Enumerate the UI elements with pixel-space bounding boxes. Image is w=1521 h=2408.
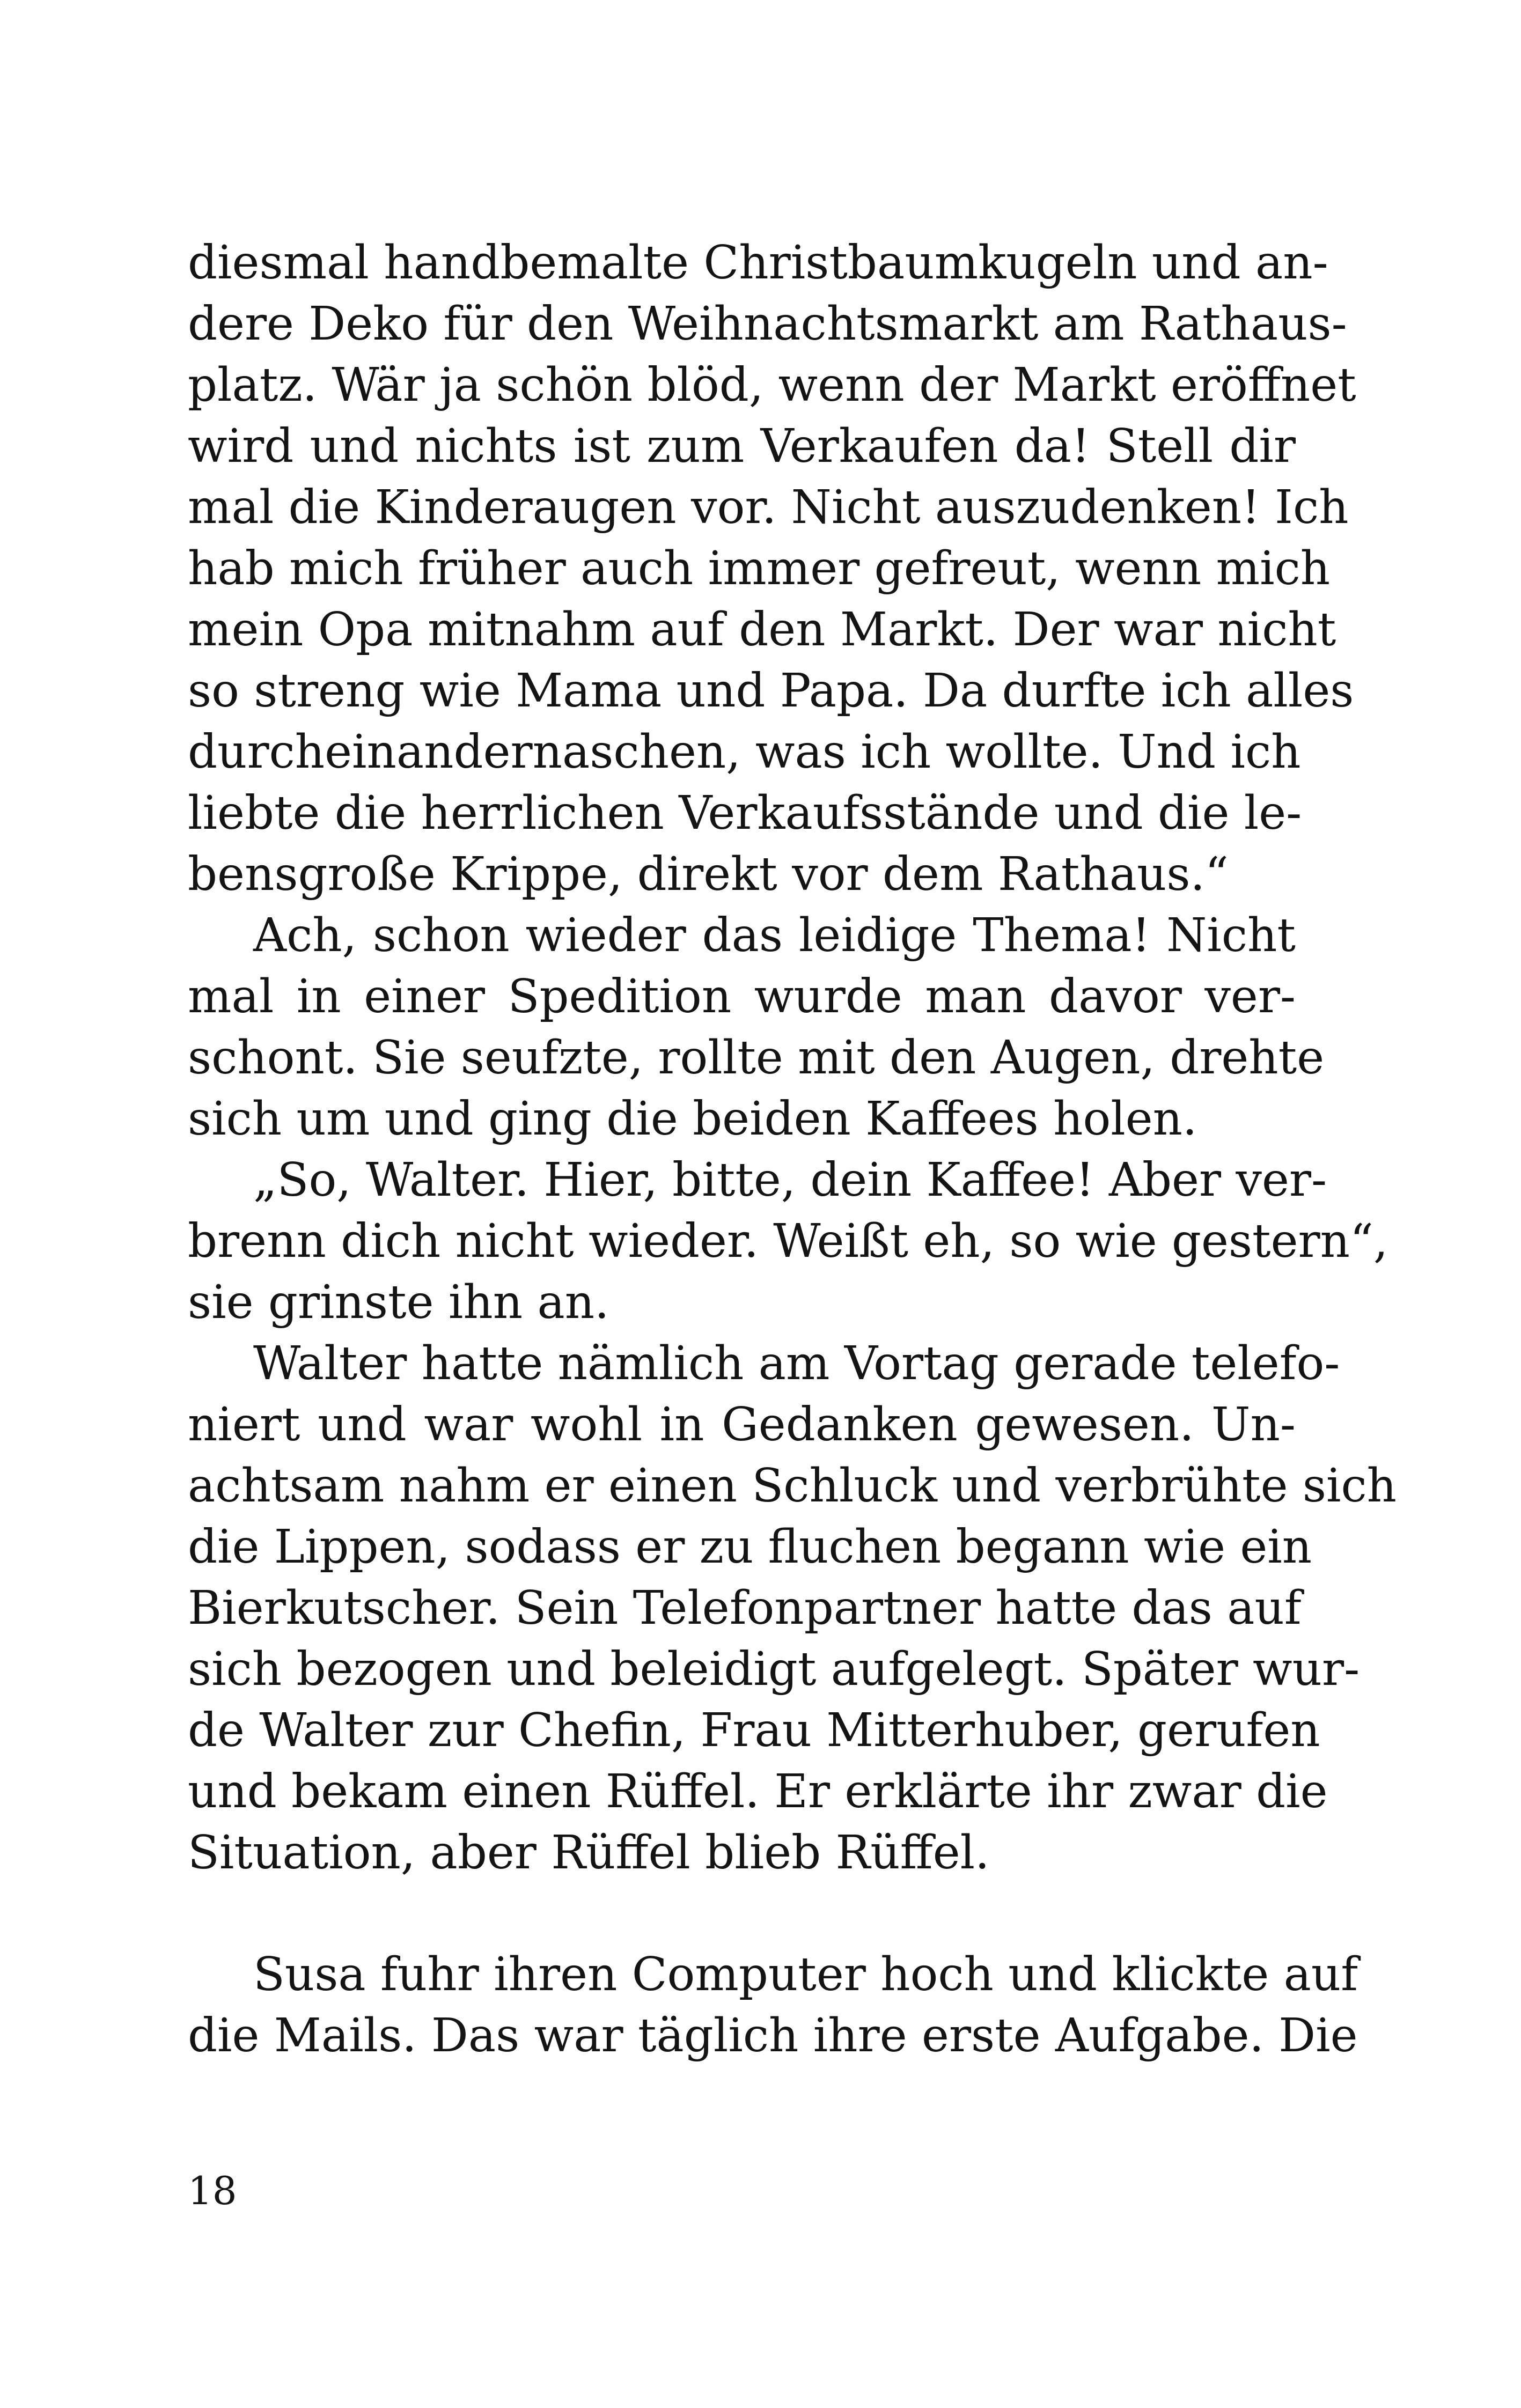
text-line: sich um und ging die beiden Kaffees holen.: [188, 1092, 1197, 1146]
text-line: sich bezogen und beleidigt aufgelegt. Später wur-: [188, 1643, 1360, 1696]
text-line: wird und nichts ist zum Verkaufen da! Stell dir: [188, 419, 1296, 473]
text-line: durcheinandernaschen, was ich wollte. Und ich: [188, 725, 1301, 779]
text-line: und bekam einen Rüffel. Er erklärte ihr zwar die: [188, 1765, 1328, 1818]
text-line: achtsam nahm er einen Schluck und verbrühte sich: [188, 1459, 1397, 1513]
text-line: Ach, schon wieder das leidige Thema! Nicht: [253, 909, 1296, 962]
text-line: niert und war wohl in Gedanken gewesen. Un-: [188, 1398, 1296, 1452]
text-line: diesmal handbemalte Christbaumkugeln und an-: [188, 236, 1328, 290]
text-line: de Walter zur Chefin, Frau Mitterhuber, gerufen: [188, 1704, 1320, 1757]
text-line: die Mails. Das war täglich ihre erste Aufgabe. Die: [188, 2009, 1358, 2063]
text-line: Bierkutscher. Sein Telefonpartner hatte das auf: [188, 1581, 1302, 1635]
text-line: mal die Kinderaugen vor. Nicht auszudenken! Ich: [188, 481, 1349, 534]
text-line: liebte die herrlichen Verkaufsstände und die le-: [188, 786, 1302, 840]
text-line: sie grinste ihn an.: [188, 1276, 609, 1329]
text-line: dere Deko für den Weihnachtsmarkt am Rathaus-: [188, 297, 1347, 351]
text-line: mein Opa mitnahm auf den Markt. Der war nicht: [188, 603, 1336, 657]
text-line: hab mich früher auch immer gefreut, wenn mich: [188, 542, 1331, 595]
text-line: so streng wie Mama und Papa. Da durfte ich alles: [188, 664, 1354, 718]
text-line: Situation, aber Rüffel blieb Rüffel.: [188, 1826, 990, 1880]
text-line: Susa fuhr ihren Computer hoch und klickte auf: [253, 1948, 1358, 2001]
text-line: platz. Wär ja schön blöd, wenn der Markt eröffnet: [188, 358, 1356, 412]
text-line: mal in einer Spedition wurde man davor ver-: [188, 970, 1296, 1023]
page-number: 18: [188, 2168, 237, 2213]
text-line: „So, Walter. Hier, bitte, dein Kaffee! Aber ver-: [253, 1153, 1327, 1207]
text-line: die Lippen, sodass er zu fluchen begann wie ein: [188, 1520, 1312, 1574]
text-line: schont. Sie seufzte, rollte mit den Augen, drehte: [188, 1031, 1325, 1085]
text-line: bensgroße Krippe, direkt vor dem Rathaus.“: [188, 848, 1229, 901]
text-line: Walter hatte nämlich am Vortag gerade telefo-: [253, 1337, 1340, 1390]
text-line: brenn dich nicht wieder. Weißt eh, so wie gestern“,: [188, 1214, 1388, 1268]
